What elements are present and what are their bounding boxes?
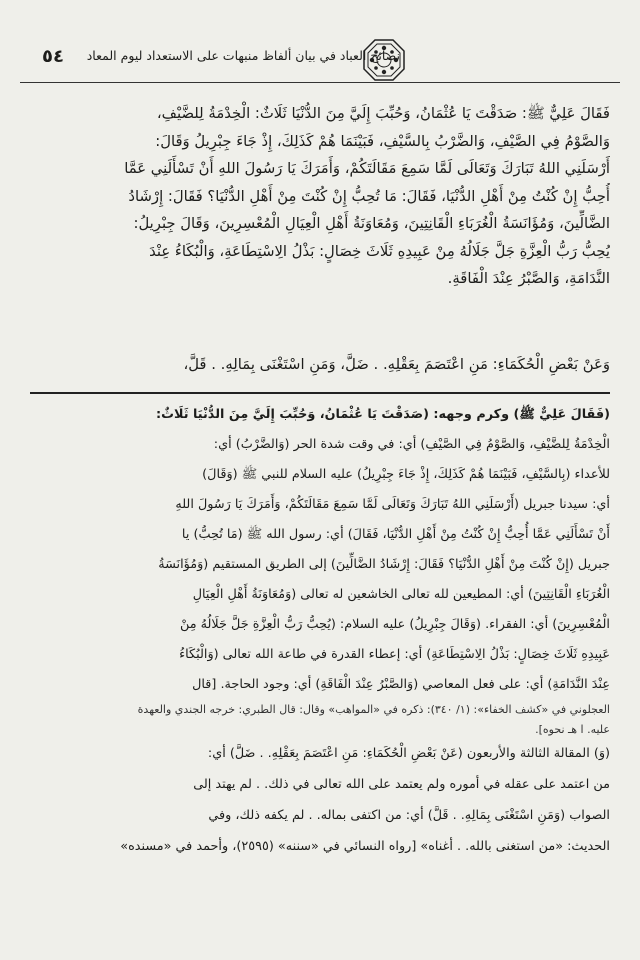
commentary-line: الحديث: «من استغنى بالله. . أغناه» [رواه النسائي في «سننه» (٢٥٩٥)، وأحمد في «مسنده» [120, 839, 610, 854]
footnote-line: عليه. ا هـ نحوه]. [535, 723, 610, 736]
main-line: وَالصَّوْمُ فِي الصَّيْفِ، وَالضَّرْبُ بِالسَّيْفِ، فَبَيْنَمَا هُمْ كَذَلِكَ، إِذْ جَاءَ جِبْرِيلُ وَقَالَ: [155, 132, 610, 150]
commentary-line: الْغُرَبَاءِ الْقَانِتِينَ) أي: المطيعين لله تعالى الخاشعين له تعالى (وَمُعَاوَنَةُ أَهْلِ الْعِيَالِ [192, 587, 610, 602]
main-line: أَرْسَلَنِي اللهُ تَبَارَكَ وَتَعَالَى لَمَّا سَمِعَ مَقَالَتَكُمْ، وَأَمَرَكَ يَا رَسُولَ اللهِ أَنْ تَسْأَلَنِي عَمَّا [124, 160, 610, 177]
header-rule [20, 82, 620, 83]
book-title: نصائح العباد في بيان ألفاظ منبهات على الاستعداد ليوم المعاد [86, 48, 400, 63]
commentary-line: عَبِيدِهِ ثَلَاثَ خِصَالٍ: بَذْلُ الِاسْتِطَاعَةِ) أي: إعطاء القدرة في طاعة الله تعالى (وَالْبُكَاءُ [179, 647, 610, 662]
page-header [20, 28, 620, 88]
page-number: ٥٤ [42, 46, 64, 67]
main-line: أُحِبُّ إِنْ كُنْتُ مِنْ أَهْلِ الدُّنْيَا، فَقَالَ: مَا تُحِبُّ إِنْ كُنْتَ مِنْ أَهْلِ الدُّنْيَا؟ فَقَالَ: إِرْشَادُ [128, 187, 610, 205]
commentary-line: من اعتمد على عقله في أموره ولم يعتمد على الله تعالى في ذلك. . لم يهتد إلى [193, 777, 610, 792]
main-line: فَقَالَ عَلِيٌّ ﷺ: صَدَقْتَ يَا عُثْمَانُ، وَحُبِّبَ إِلَيَّ مِنَ الدُّنْيَا ثَلَاثٌ: الْخِدْمَةُ لِلضَّيْفِ، [156, 105, 610, 122]
commentary [30, 400, 610, 736]
footnote-line: العجلوني في «كشف الخفاء»: (١/ ٣٤٠): ذكره في «المواهب» وقال: قال الطبري: خرجه الجندي والعهدة [137, 703, 610, 716]
commentary-line: أَنْ تَسْأَلَنِي عَمَّا أُحِبُّ إِنْ كُنْتُ مِنْ أَهْلِ الدُّنْيَا، فَقَالَ) أي: رسول الله ﷺ (مَا تُحِبُّ) يا [181, 527, 610, 542]
commentary-line: الْمُعْسِرِينَ) أي: الفقراء. (وَقَالَ جِبْرِيلُ) عليه السلام: (يُحِبُّ رَبُّ الْعِزَّةِ جَلَّ جَلَالُهُ مِنْ [179, 617, 610, 632]
quote-line: وَعَنْ بَعْضِ الْحُكَمَاءِ: مَنِ اعْتَصَمَ بِعَقْلِهِ. . ضَلَّ، وَمَنِ اسْتَغْنَى بِمَالِهِ. . قَلَّ، [183, 356, 610, 373]
commentary-second [30, 738, 610, 948]
commentary-line: للأعداء (بِالسَّيْفِ، فَبَيْنَمَا هُمْ كَذَلِكَ، إِذْ جَاءَ جِبْرِيلُ) عليه السلام للنبي ﷺ (وَقَالَ) [202, 467, 610, 482]
commentary-line: (فَقَالَ عَلِيٌّ ﷺ) وكرم وجهه: (صَدَقْتَ يَا عُثْمَانُ، وَحُبِّبَ إِلَيَّ مِنَ الدُّنْيَا ثَلَاثٌ: [156, 407, 610, 422]
commentary-line: أي: سيدنا جبريل (أَرْسَلَنِي اللهُ تَبَارَكَ وَتَعَالَى لَمَّا سَمِعَ مَقَالَتَكُمْ، وَأَمَرَكَ يَا رَسُولَ اللهِ [175, 497, 610, 512]
main-line: النَّدَامَةِ، وَالصَّبْرُ عِنْدَ الْفَاقَةِ. [447, 270, 610, 287]
commentary-line: الْخِدْمَةُ لِلضَّيْفِ، وَالصَّوْمُ فِي الصَّيْفِ) أي: في وقت شدة الحر (وَالضَّرْبُ) أي: [213, 437, 610, 452]
main-line: يُحِبُّ رَبُّ الْعِزَّةِ جَلَّ جَلَالُهُ مِنْ عَبِيدِهِ ثَلَاثَ خِصَالٍ: بَذْلُ الِاسْتِطَاعَةِ، وَالْبُكَاءُ عِنْدَ [149, 242, 610, 260]
commentary-line: عِنْدَ النَّدَامَةِ) أي: على فعل المعاصي (وَالصَّبْرُ عِنْدَ الْفَاقَةِ) أي: وجود الحاجة. [قال [192, 677, 610, 692]
main-text [30, 100, 610, 375]
main-line: الضَّالِّينَ، وَمُؤَانَسَةُ الْغُرَبَاءِ الْقَانِتِينَ، وَمُعَاوَنَةُ أَهْلِ الْعِيَالِ الْمُعْسِرِينَ، وَقَالَ جِبْرِيلُ: [133, 215, 610, 232]
section-divider [30, 392, 610, 394]
commentary-line: الصواب (وَمَنِ اسْتَغْنَى بِمَالِهِ. . قَلَّ) أي: من اكتفى بماله. . لم يكفه ذلك، وفي [208, 808, 610, 823]
commentary-line: جبريل (إِنْ كُنْتَ مِنْ أَهْلِ الدُّنْيَا؟ فَقَالَ: إِرْشَادُ الضَّالِّينَ) إلى الطريق المستقيم (وَمُؤَانَسَةُ [158, 557, 610, 572]
commentary-line: (وَ) المقالة الثالثة والأربعون (عَنْ بَعْضِ الْحُكَمَاءِ: مَنِ اعْتَصَمَ بِعَقْلِهِ. . ضَلَّ) أي: [207, 746, 610, 761]
